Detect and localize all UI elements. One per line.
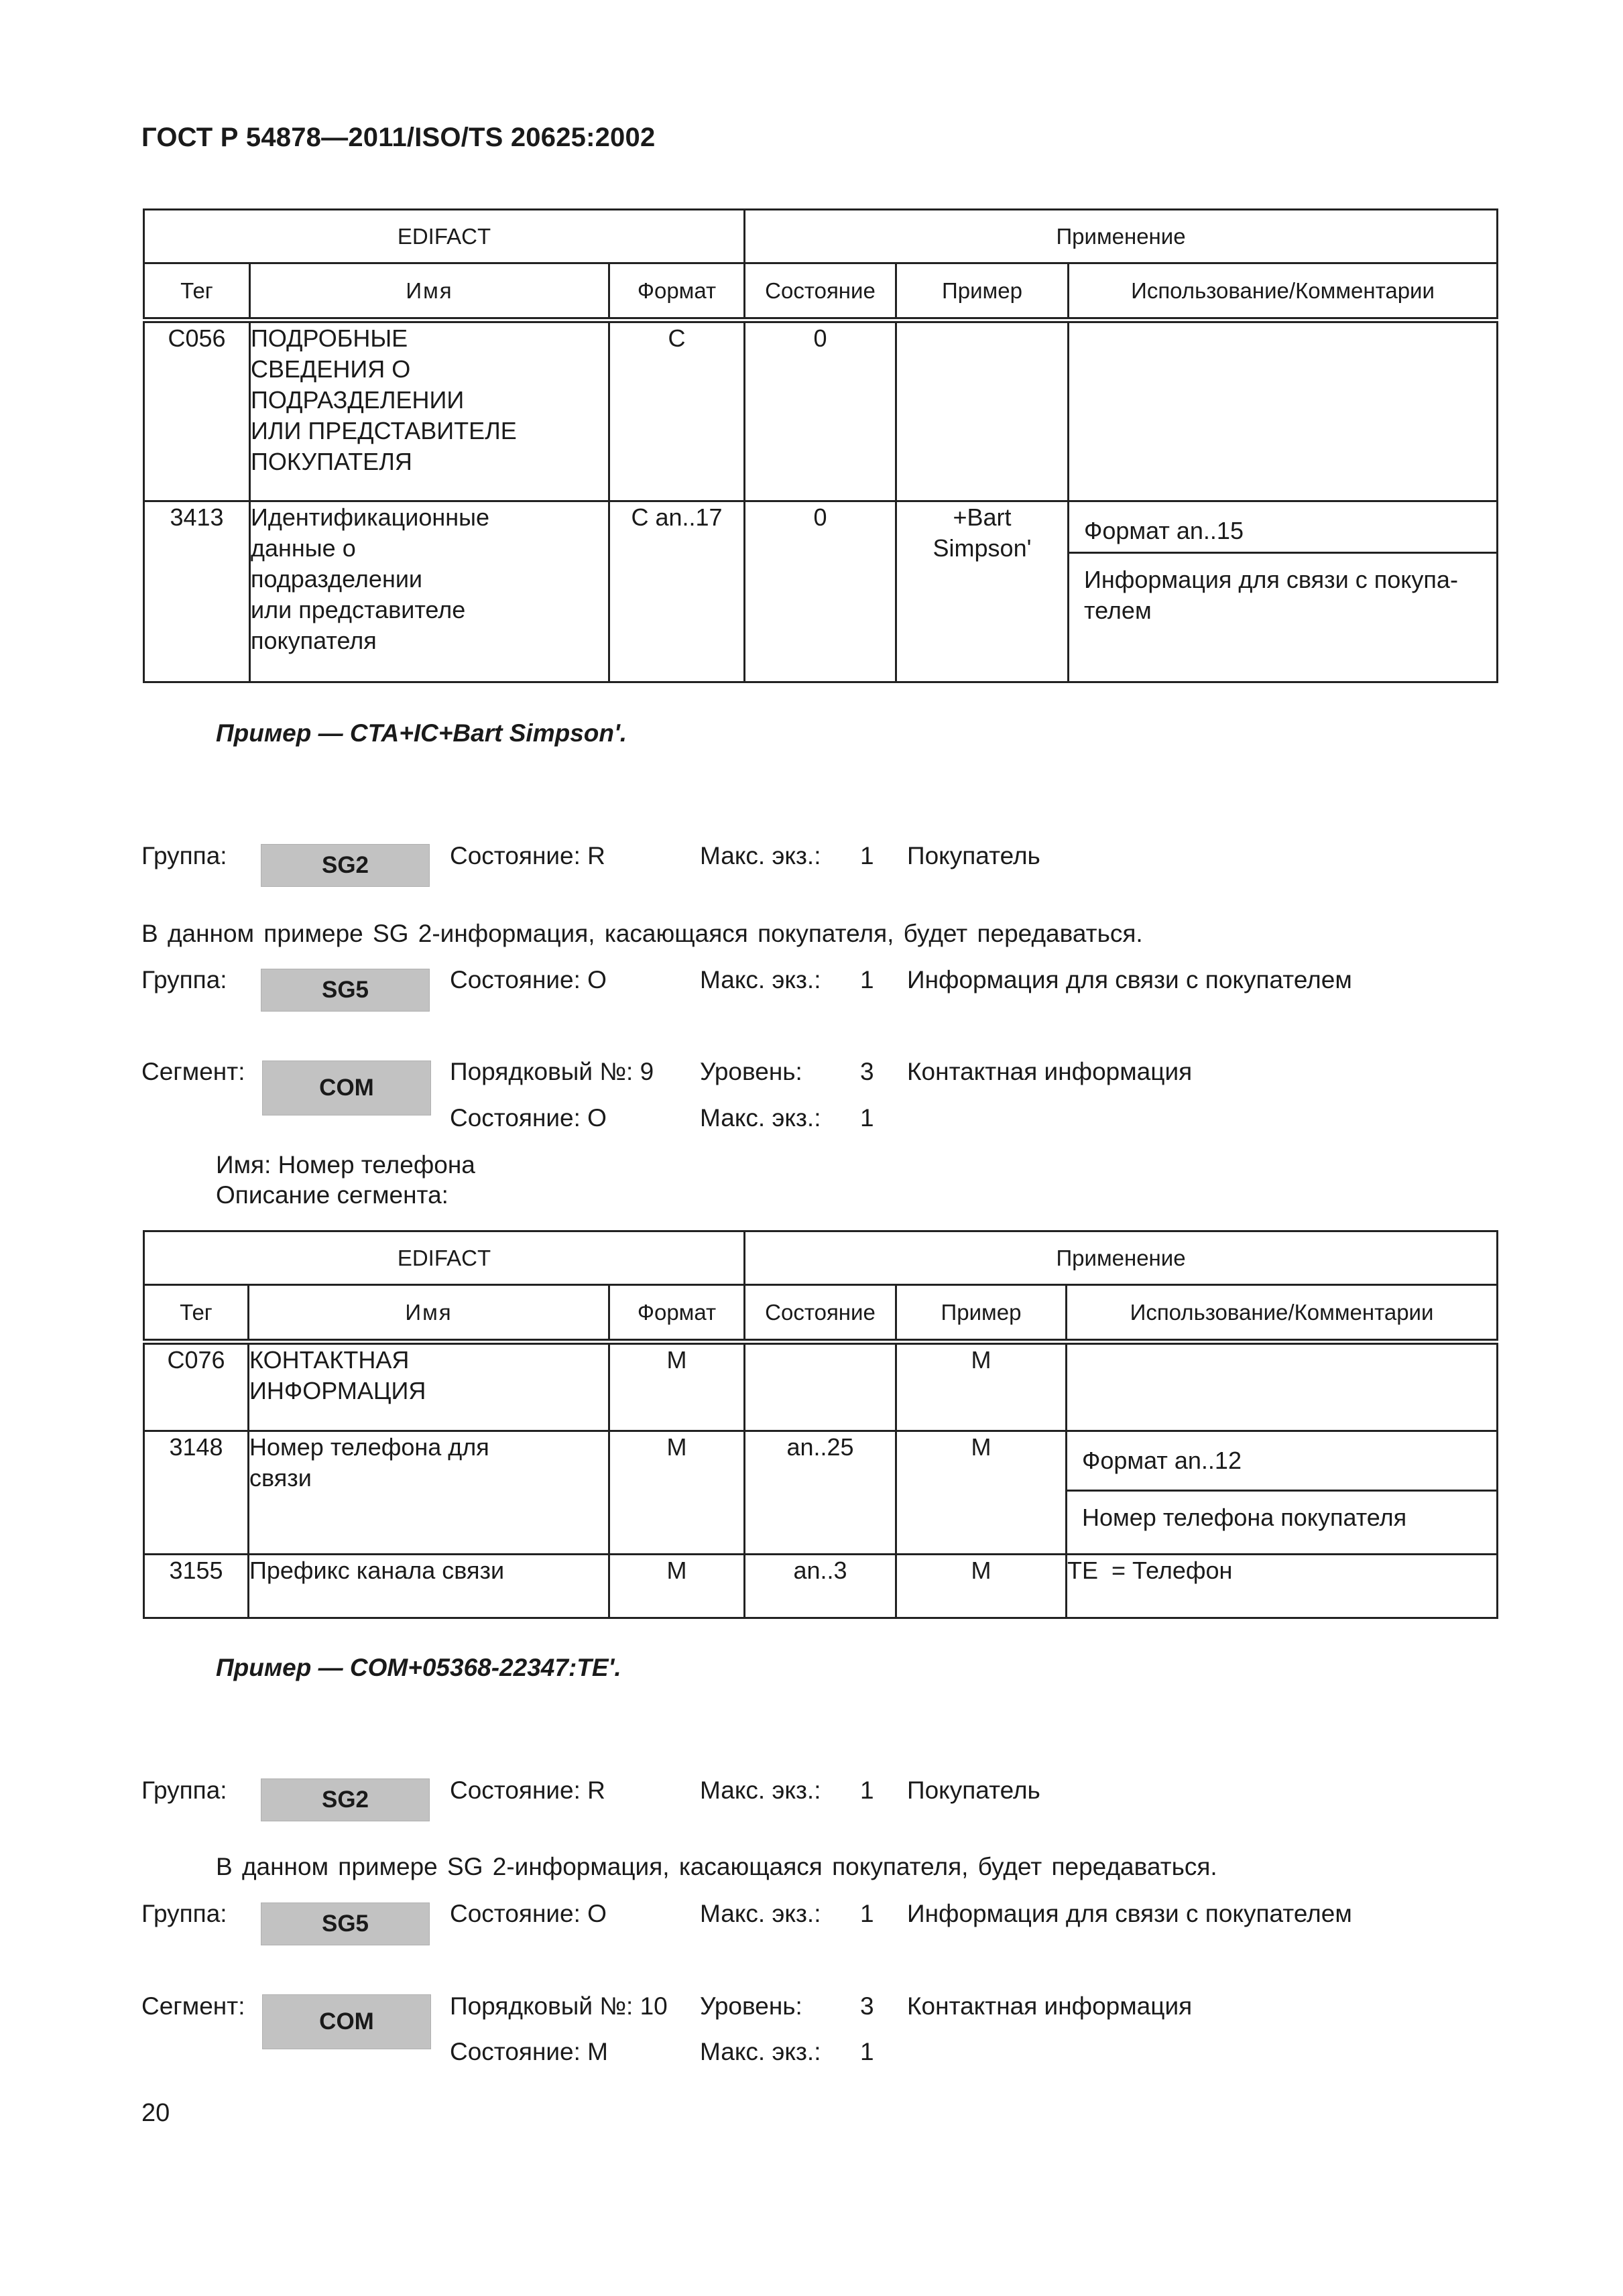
example-cell: M: [896, 1342, 1067, 1431]
group-code-chip: SG5: [261, 969, 430, 1012]
example-line-1: Пример — CTA+IC+Bart Simpson'.: [216, 719, 627, 747]
max-label: Макс. экз.:: [700, 842, 821, 869]
col-format-header: Формат: [609, 1285, 745, 1342]
max-value: 1: [860, 842, 874, 869]
status-cell: an..3: [745, 1555, 896, 1618]
example-cell: [896, 320, 1069, 501]
level-value: 3: [860, 1058, 874, 1085]
group-description: Информация для связи с покупателем: [907, 966, 1352, 993]
segment-description: Контактная информация: [907, 1992, 1193, 2020]
edifact-header: EDIFACT: [144, 1231, 745, 1285]
level-label: Уровень:: [700, 1992, 802, 2020]
page-number: 20: [141, 2099, 170, 2127]
name-cell: Префикс канала связи: [249, 1555, 609, 1618]
col-example-header: Пример: [896, 263, 1069, 320]
max-value: 1: [860, 1776, 874, 1804]
level-value: 3: [860, 1992, 874, 2020]
example-line-2: Пример — COM+05368-22347:TE'.: [216, 1654, 621, 1681]
example-cell: M: [896, 1431, 1067, 1555]
application-header: Применение: [745, 210, 1498, 263]
status-cell: an..25: [745, 1431, 896, 1555]
name-cell: Идентификационные данные о подразделении или представителе покупателя: [250, 501, 609, 682]
col-tag-header: Тег: [144, 1285, 249, 1342]
segment-table-2: [143, 1230, 1498, 1619]
status-cell: 0: [745, 320, 896, 501]
max-label: Макс. экз.:: [700, 2038, 821, 2065]
segment-status: Состояние: M: [450, 2038, 609, 2065]
table-row: [144, 501, 1498, 682]
col-name-header: Имя: [249, 1285, 609, 1342]
segment-position: Порядковый №: 10: [450, 1992, 668, 2020]
max-label: Макс. экз.:: [700, 966, 821, 993]
max-value: 1: [860, 966, 874, 993]
format-cell: M: [609, 1342, 745, 1431]
max-label: Макс. экз.:: [700, 1776, 821, 1804]
group-label: Группа:: [141, 842, 227, 869]
usage-cell: [1067, 1342, 1498, 1431]
paragraph: В данном примере SG 2-информация, касающаяся покупателя, будет передаваться.: [216, 1853, 1217, 1880]
table-row: [144, 320, 1498, 501]
max-label: Макс. экз.:: [700, 1104, 821, 1132]
group-status: Состояние: R: [450, 1776, 605, 1804]
group-code-chip: SG5: [261, 1902, 430, 1945]
level-label: Уровень:: [700, 1058, 802, 1085]
segment-position: Порядковый №: 9: [450, 1058, 654, 1085]
usage-format: Формат an..12: [1067, 1432, 1496, 1492]
tag-cell: C056: [144, 320, 250, 501]
col-status-header: Состояние: [745, 263, 896, 320]
format-cell: C an..17: [609, 501, 745, 682]
max-label: Макс. экз.:: [700, 1900, 821, 1927]
segment-table-1: [143, 208, 1498, 683]
document-header: ГОСТ Р 54878—2011/ISO/TS 20625:2002: [141, 123, 656, 152]
col-tag-header: Тег: [144, 263, 250, 320]
segment-description-line: Описание сегмента:: [216, 1181, 448, 1209]
tag-cell: 3148: [144, 1431, 249, 1555]
group-label: Группа:: [141, 1776, 227, 1804]
max-value: 1: [860, 2038, 874, 2065]
group-code-chip: SG2: [261, 1778, 430, 1821]
segment-code-chip: COM: [262, 1994, 431, 2049]
usage-cell: [1069, 501, 1498, 682]
segment-status: Состояние: O: [450, 1104, 607, 1132]
col-status-header: Состояние: [745, 1285, 896, 1342]
tag-cell: C076: [144, 1342, 249, 1431]
table-row: [144, 1342, 1498, 1431]
example-cell: M: [896, 1555, 1067, 1618]
group-status: Состояние: O: [450, 1900, 607, 1927]
segment-code-chip: COM: [262, 1061, 431, 1115]
usage-format: Формат an..15: [1069, 502, 1496, 554]
segment-label: Сегмент:: [141, 1058, 245, 1085]
col-name-header: Имя: [250, 263, 609, 320]
name-cell: ПОДРОБНЫЕ СВЕДЕНИЯ О ПОДРАЗДЕЛЕНИИ ИЛИ ПРЕДСТАВИТЕЛЕ ПОКУПАТЕЛЯ: [250, 320, 609, 501]
group-status: Состояние: R: [450, 842, 605, 869]
paragraph: В данном примере SG 2-информация, касающаяся покупателя, будет передаваться.: [141, 920, 1143, 947]
usage-comment: Информация для связи с покупа- телем: [1084, 566, 1458, 624]
table-row: [144, 1555, 1498, 1618]
application-header: Применение: [745, 1231, 1498, 1285]
max-value: 1: [860, 1900, 874, 1927]
tag-cell: 3155: [144, 1555, 249, 1618]
group-description: Покупатель: [907, 842, 1040, 869]
tag-cell: 3413: [144, 501, 250, 682]
col-usage-header: Использование/Комментарии: [1067, 1285, 1498, 1342]
usage-cell: [1069, 320, 1498, 501]
group-label: Группа:: [141, 1900, 227, 1927]
format-cell: C: [609, 320, 745, 501]
status-cell: 0: [745, 501, 896, 682]
usage-comment: Номер телефона покупателя: [1082, 1504, 1407, 1531]
format-cell: M: [609, 1431, 745, 1555]
group-status: Состояние: O: [450, 966, 607, 993]
group-description: Покупатель: [907, 1776, 1040, 1804]
col-example-header: Пример: [896, 1285, 1067, 1342]
example-cell: +Bart Simpson': [896, 501, 1069, 682]
name-cell: Номер телефона для связи: [249, 1431, 609, 1555]
table-row: [144, 1431, 1498, 1555]
col-format-header: Формат: [609, 263, 745, 320]
name-cell: КОНТАКТНАЯ ИНФОРМАЦИЯ: [249, 1342, 609, 1431]
group-label: Группа:: [141, 966, 227, 993]
col-usage-header: Использование/Комментарии: [1069, 263, 1498, 320]
usage-cell: [1067, 1431, 1498, 1555]
group-description: Информация для связи с покупателем: [907, 1900, 1352, 1927]
edifact-header: EDIFACT: [144, 210, 745, 263]
max-value: 1: [860, 1104, 874, 1132]
usage-cell: TE = Телефон: [1067, 1555, 1498, 1618]
group-code-chip: SG2: [261, 844, 430, 887]
segment-label: Сегмент:: [141, 1992, 245, 2020]
format-cell: M: [609, 1555, 745, 1618]
segment-name-line: Имя: Номер телефона: [216, 1151, 475, 1179]
segment-description: Контактная информация: [907, 1058, 1193, 1085]
status-cell: [745, 1342, 896, 1431]
